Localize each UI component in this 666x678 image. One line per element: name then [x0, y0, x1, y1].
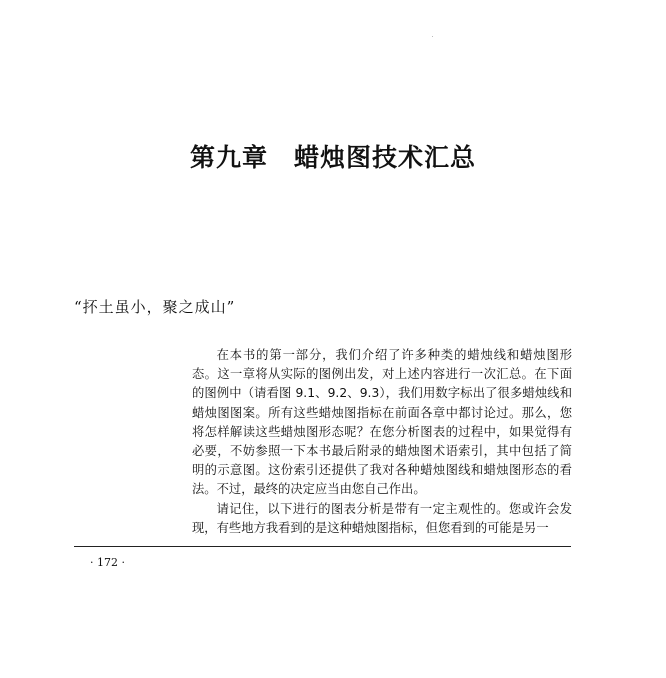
chapter-heading	[0, 138, 666, 174]
footer-rule	[74, 546, 571, 547]
chapter-title-text: 蜡烛图技术汇总	[294, 143, 477, 172]
scan-speck	[432, 36, 433, 37]
body-text	[192, 346, 572, 538]
paragraph-2: 请记住，以下进行的图表分析是带有一定主观性的。您或许会发现，有些地方我看到的是这种蜡烛图指标，但您看到的可能是另一	[192, 501, 572, 535]
paragraph-1: 在本书的第一部分，我们介绍了许多种类的蜡烛线和蜡烛图形态。这一章将从实际的图例出发，对上述内容进行一次汇总。在下面的图例中（请看图 9.1、9.2、9.3），我们用数字标出了很多蜡烛线和蜡烛图图案。所有这些蜡烛图指标在前面各章中都讨论过。那么，您将怎样解读这些蜡烛图形态呢？在您分析图表的过程中，如果觉得有必要，不妨参照一下本书最后附录的蜡烛图术语索引，其中包括了简明的示意图。这份索引还提供了我对各种蜡烛图线和蜡烛图形态的看法。不过，最终的决定应当由您自己作出。	[192, 348, 572, 497]
chapter-number: 第九章	[189, 143, 268, 172]
page-number: · 172 ·	[90, 556, 125, 569]
epigraph-quote: “抔土虽小，聚之成山”	[74, 298, 236, 316]
